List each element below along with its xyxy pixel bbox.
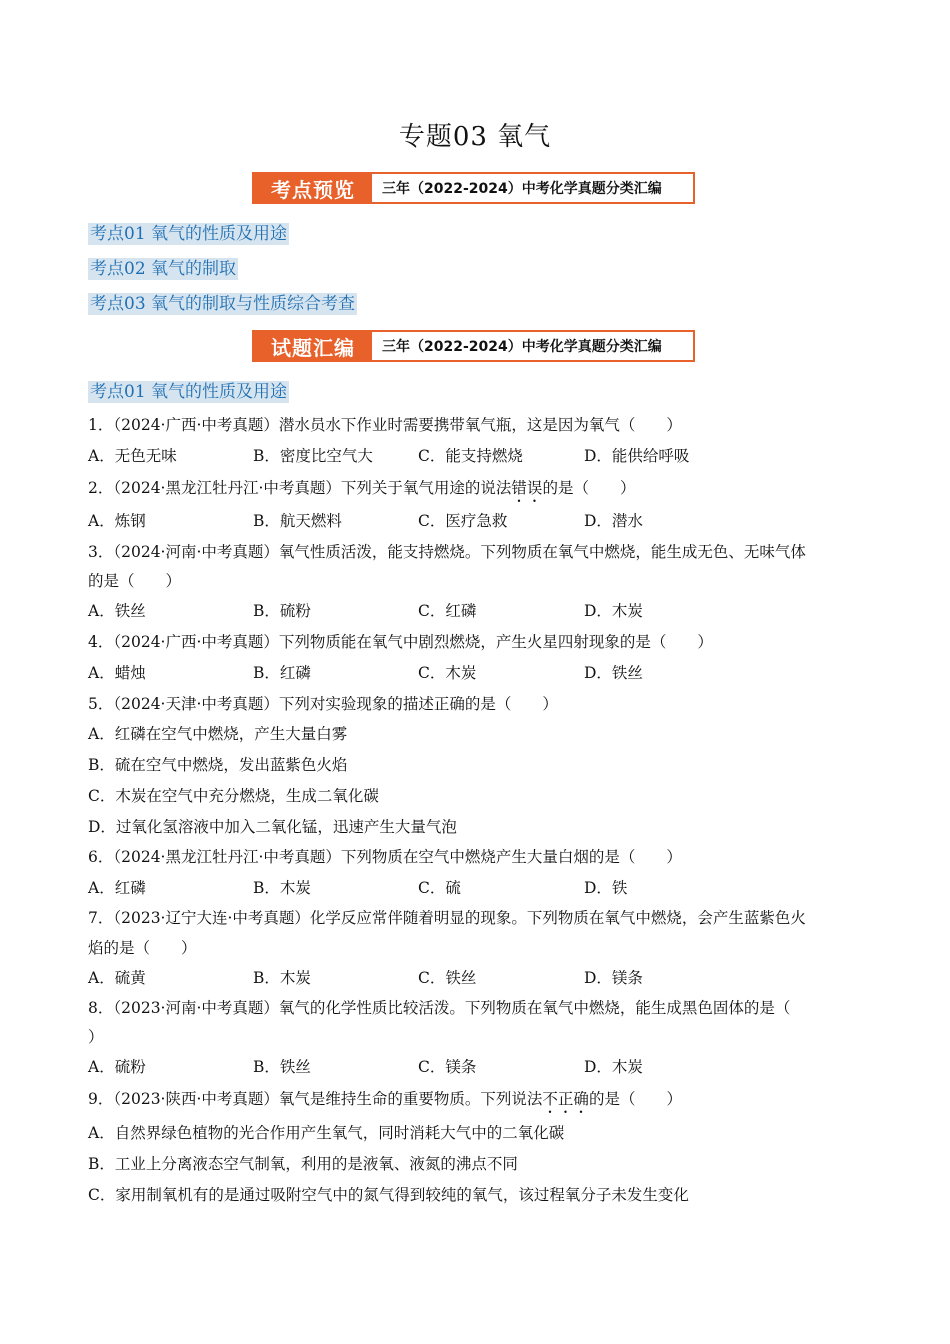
option-c: C．硫 (418, 879, 461, 897)
banner-text: 三年（2022-2024）中考化学真题分类汇编 (382, 339, 662, 355)
option-b: B．木炭 (253, 969, 311, 987)
banner-tag: 考点预览 (254, 174, 372, 202)
question-stem: 3．（2024·河南·中考真题）氧气性质活泼，能支持燃烧。下列物质在氧气中燃烧，能生成无色、无味气体 (88, 543, 806, 561)
option-c: C．家用制氧机有的是通过吸附空气中的氮气得到较纯的氧气，该过程氧分子未发生变化 (88, 1186, 689, 1204)
stem-text: 的是（ ） (588, 1090, 682, 1108)
option-d: D．铁丝 (584, 664, 643, 682)
question-stem-cont: 焰的是（ ） (88, 939, 197, 957)
option-a: A．红磷 (88, 879, 146, 897)
option-d: D．能供给呼吸 (584, 447, 690, 465)
option-a: A．硫粉 (88, 1058, 146, 1076)
option-a: A．无色无味 (88, 447, 177, 465)
section-heading: 考点01 氧气的性质及用途 (90, 382, 288, 402)
emphasis-text: 不正确 (542, 1090, 589, 1108)
question-stem (88, 477, 635, 506)
option-c: C．木炭在空气中充分燃烧，生成二氧化碳 (88, 787, 379, 805)
stem-text: 9．（2023·陕西·中考真题）氧气是维持生命的重要物质。下列说法 (88, 1090, 543, 1108)
option-d: D．潜水 (584, 512, 643, 530)
question-stem: 7．（2023·辽宁大连·中考真题）化学反应常伴随着明显的现象。下列物质在氧气中燃烧，会产生蓝紫色火 (88, 909, 806, 927)
preview-banner (252, 172, 695, 204)
question-stem: 6．（2024·黑龙江牡丹江·中考真题）下列物质在空气中燃烧产生大量白烟的是（ ） (88, 848, 682, 866)
option-d: D．木炭 (584, 1058, 643, 1076)
question-stem (88, 1088, 682, 1117)
option-b: B．红磷 (253, 664, 311, 682)
stem-text: 的是（ ） (542, 479, 636, 497)
option-c: C．红磷 (418, 602, 477, 620)
questions-banner (252, 330, 695, 362)
banner-tag: 试题汇编 (254, 332, 372, 360)
option-b: B．木炭 (253, 879, 311, 897)
option-c: C．医疗急救 (418, 512, 508, 530)
option-d: D．木炭 (584, 602, 643, 620)
question-stem: 1．（2024·广西·中考真题）潜水员水下作业时需要携带氧气瓶，这是因为氧气（ ） (88, 416, 682, 434)
option-a: A．炼钢 (88, 512, 146, 530)
option-c: C．铁丝 (418, 969, 477, 987)
option-c: C．能支持燃烧 (418, 447, 523, 465)
option-a: A．铁丝 (88, 602, 146, 620)
question-stem-cont: 的是（ ） (88, 572, 182, 590)
emphasis-text: 错误 (511, 479, 543, 497)
option-d: D．铁 (584, 879, 628, 897)
page-title: 专题03 氧气 (398, 122, 552, 152)
stem-text: 2．（2024·黑龙江牡丹江·中考真题）下列关于氧气用途的说法 (88, 479, 512, 497)
option-a: A．蜡烛 (88, 664, 146, 682)
option-b: B．铁丝 (253, 1058, 311, 1076)
option-b: B．密度比空气大 (253, 447, 373, 465)
option-b: B．硫粉 (253, 602, 311, 620)
option-a: A．自然界绿色植物的光合作用产生氧气，同时消耗大气中的二氧化碳 (88, 1124, 565, 1142)
option-b: B．硫在空气中燃烧，发出蓝紫色火焰 (88, 756, 348, 774)
toc-item-1[interactable]: 考点01 氧气的性质及用途 (90, 224, 288, 244)
toc-item-3[interactable]: 考点03 氧气的制取与性质综合考查 (90, 294, 356, 314)
option-d: D．镁条 (584, 969, 643, 987)
toc-item-2[interactable]: 考点02 氧气的制取 (90, 259, 237, 279)
question-stem: 4．（2024·广西·中考真题）下列物质能在氧气中剧烈燃烧，产生火星四射现象的是（ ） (88, 633, 713, 651)
question-stem: 8．（2023·河南·中考真题）氧气的化学性质比较活泼。下列物质在氧气中燃烧，能生成黑色固体的是（ (88, 999, 791, 1017)
question-stem: 5．（2024·天津·中考真题）下列对实验现象的描述正确的是（ ） (88, 695, 558, 713)
option-d: D．过氧化氢溶液中加入二氧化锰，迅速产生大量气泡 (88, 818, 457, 836)
banner-text: 三年（2022-2024）中考化学真题分类汇编 (382, 181, 662, 197)
option-b: B．工业上分离液态空气制氧，利用的是液氧、液氮的沸点不同 (88, 1155, 518, 1173)
option-b: B．航天燃料 (253, 512, 342, 530)
option-c: C．木炭 (418, 664, 477, 682)
option-a: A．硫黄 (88, 969, 146, 987)
option-a: A．红磷在空气中燃烧，产生大量白雾 (88, 725, 348, 743)
question-stem-cont: ） (88, 1028, 104, 1046)
option-c: C．镁条 (418, 1058, 477, 1076)
